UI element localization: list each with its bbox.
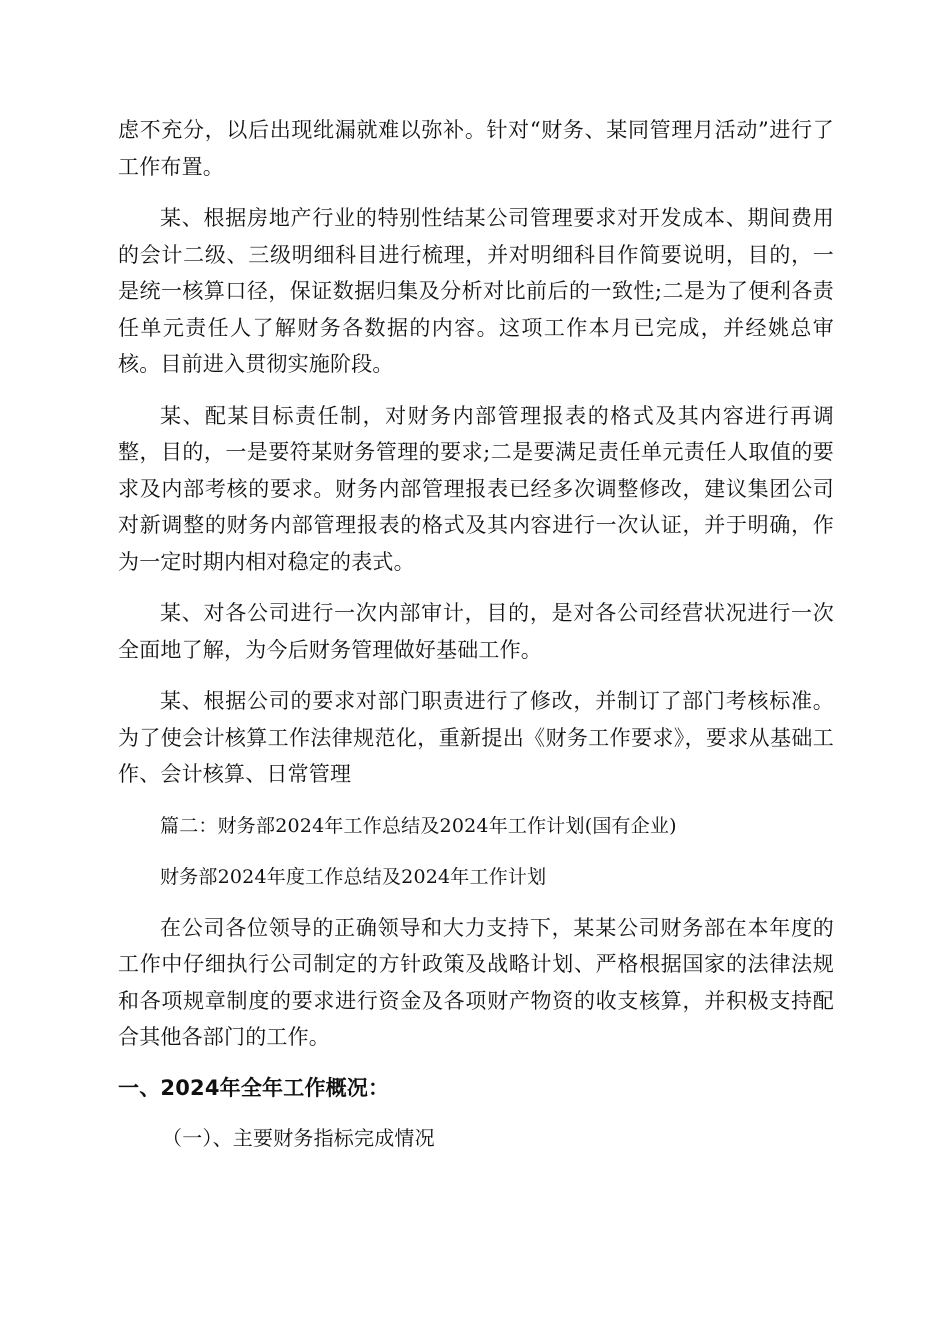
document-body xyxy=(118,112,834,1156)
paragraph-continuation: 虑不充分，以后出现纰漏就难以弥补。针对“财务、某同管理月活动”进行了工作布置。 xyxy=(118,118,834,179)
paragraph-department-duties: 某、根据公司的要求对部门职责进行了修改，并制订了部门考核标准。为了使会计核算工作法律规范化，重新提出《财务工作要求》，要求从基础工作、会计核算、日常管理 xyxy=(118,689,834,786)
document-title-line: 篇二：财务部2024年工作总结及2024年工作计划(国有企业) xyxy=(160,814,677,837)
paragraph-management-reports: 某、配某目标责任制，对财务内部管理报表的格式及其内容进行再调整，目的，一是要符某财务管理的要求;二是要满足责任单元责任人取值的要求及内部考核的要求。财务内部管理报表已经多次调整修改，建议集团公司对新调整的财务内部管理报表的格式及其内容进行一次认证，并于明确，作为一定时期内相对稳定的表式。 xyxy=(118,403,834,574)
paragraph-internal-audit: 某、对各公司进行一次内部审计，目的，是对各公司经营状况进行一次全面地了解，为今后财务管理做好基础工作。 xyxy=(118,601,834,662)
paragraph-accounting-subjects: 某、根据房地产行业的特别性结某公司管理要求对开发成本、期间费用的会计二级、三级明细科目进行梳理，并对明细科目作简要说明，目的，一是统一核算口径，保证数据归集及分析对比前后的一致性;二是为了便利各责任单元责任人了解财务各数据的内容。这项工作本月已完成，并经姚总审核。目前进入贯彻实施阶段。 xyxy=(118,206,834,376)
subsection-heading: （一）、主要财务指标完成情况 xyxy=(162,1125,435,1150)
intro-paragraph: 在公司各位领导的正确领导和大力支持下，某某公司财务部在本年度的工作中仔细执行公司制定的方针政策及战略计划、严格根据国家的法律法规和各项规章制度的要求进行资金及各项财产物资的收支核算，并积极支持配合其他各部门的工作。 xyxy=(118,915,834,1049)
section-heading: 一、2024年全年工作概况： xyxy=(118,1075,390,1100)
document-subtitle-line: 财务部2024年度工作总结及2024年工作计划 xyxy=(160,865,547,888)
